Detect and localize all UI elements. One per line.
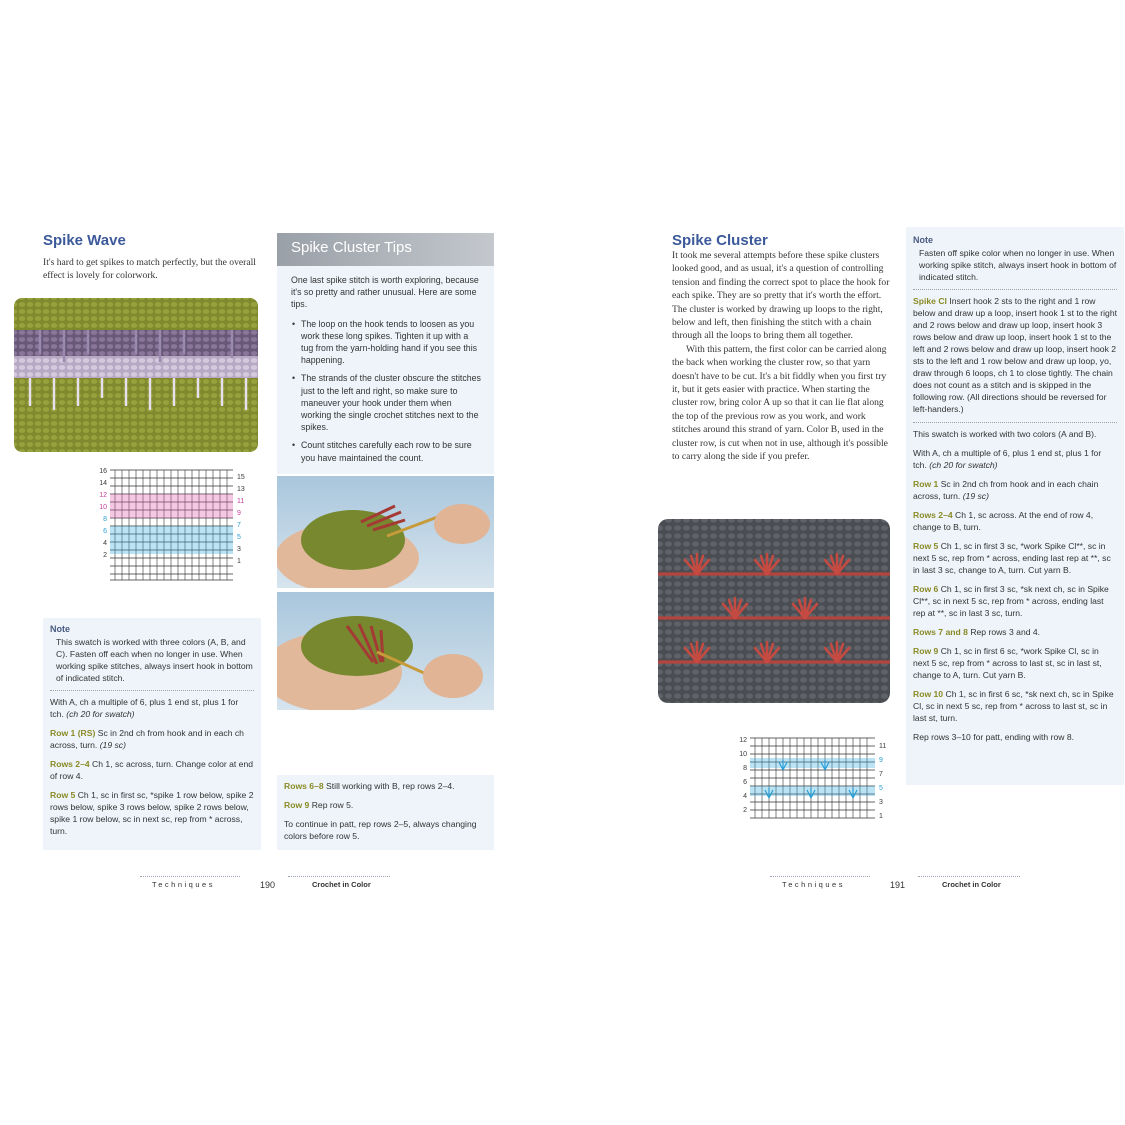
chart-row-label: 7 [237, 522, 241, 529]
row-italic: (19 sc) [99, 740, 126, 750]
chart-row-label: 5 [879, 785, 883, 792]
spike-wave-intro: It's hard to get spikes to match perfectly, but the overall effect is lovely for colorwork. [43, 257, 256, 282]
spike-cluster-chart-grid [735, 734, 895, 826]
continued-instructions-box [277, 775, 494, 850]
chart-row-label: 8 [743, 765, 747, 772]
chart-row-label: 6 [743, 779, 747, 786]
row-italic: (19 sc) [962, 491, 989, 501]
footer-book-title: Crochet in Color [312, 880, 371, 889]
spike-wave-note-box [43, 618, 261, 850]
chart-row-label: 15 [237, 474, 245, 481]
tips-box [277, 266, 494, 474]
row-label: Row 10 [913, 689, 944, 699]
note-title: Note [913, 235, 933, 245]
footer-page-number: 191 [890, 880, 906, 890]
chart-row-label: 9 [237, 510, 241, 517]
chart-row-label: 5 [237, 534, 241, 541]
spike-wave-chart [95, 466, 255, 586]
start-instruction: With A, ch a multiple of 6, plus 1 end st, plus 1 for tch. [913, 448, 1102, 470]
chart-row-label: 14 [99, 480, 107, 487]
spike-cluster-body [672, 249, 890, 464]
row-label: Row 5 [50, 790, 76, 800]
row-text: Ch 1, sc across. At the end of row 4, change to B, turn. [913, 510, 1094, 532]
right-page-footer [770, 876, 1020, 898]
start-italic: (ch 20 for swatch) [66, 709, 135, 719]
row-text: Rep row 5. [311, 800, 354, 810]
row-label: Rows 6–8 [284, 781, 324, 791]
chart-row-label: 2 [103, 552, 107, 559]
chart-row-label: 3 [237, 546, 241, 553]
footer-section: Techniques [152, 880, 215, 889]
chart-row-label: 12 [739, 737, 747, 744]
start-italic: (ch 20 for swatch) [929, 460, 998, 470]
left-page-footer [140, 876, 390, 898]
row-text: Sc in 2nd ch from hook and in each chain across, turn. [913, 479, 1099, 501]
footer-section: Techniques [782, 880, 845, 889]
start-instruction: With A, ch a multiple of 6, plus 1 end st, plus 1 for tch. [50, 697, 239, 719]
spike-cl-text: Insert hook 2 sts to the right and 1 row below and draw up a loop, insert hook 1 st to the right and 2 rows below and draw up loop, insert hook 3 rows below and draw up loop, insert hook 1 st to the left and 2 rows below and draw up loop, insert hook 2 sts to the left and 1 row below and draw up loop, yo, draw through 6 loops, ch 1 to close tightly. The chain does not count as a stitch and is skipped in the following row. (All directions should be reversed for left-handers.) [913, 296, 1117, 414]
chart-row-label: 16 [99, 468, 107, 475]
row-text: Ch 1, sc in first 3 sc, *sk next ch, sc in Spike Cl**, sc in next 5 sc, rep from * across, ending last rep at **, sc in last 3 sc, turn. [913, 584, 1109, 618]
tips-intro: One last spike stitch is worth exploring, because it's so pretty and rather unusual. Here are some tips. [291, 275, 479, 310]
note-text: Fasten off spike color when no longer in use. When working spike stitch, always insert hook in bottom of indicated stitch. [919, 248, 1117, 282]
row-label: Row 9 [284, 800, 310, 810]
spike-cluster-hands-photo [277, 476, 494, 710]
continue-pattern-text: To continue in patt, rep rows 2–5, always changing colors before row 5. [284, 819, 477, 841]
row-label: Row 9 [913, 646, 939, 656]
chart-row-label: 2 [743, 807, 747, 814]
chart-row-label: 13 [237, 486, 245, 493]
note-text: This swatch is worked with three colors (A, B, and C). Fasten off each when no longer in use. When working spike stitches, always insert hook in bottom of indicated stitch. [56, 637, 253, 683]
spike-wave-swatch-photo [10, 294, 262, 456]
row-text: Ch 1, sc in first 6 sc, *work Spike Cl, sc in next 5 sc, rep from * across to last st, sc in last st, change to A, turn. Cut yarn B. [913, 646, 1102, 680]
repeat-rows-text: Rep rows 3–10 for patt, ending with row 8. [913, 732, 1074, 742]
row-text: Ch 1, sc across, turn. Change color at end of row 4. [50, 759, 254, 781]
row-text: Rep rows 3 and 4. [970, 627, 1041, 637]
chart-row-label: 1 [879, 813, 883, 820]
footer-page-number: 190 [260, 880, 276, 890]
chart-row-label: 12 [99, 492, 107, 499]
body-paragraph: With this pattern, the first color can be carried along the back when working the cluster row, so that yarn doesn't have to be cut. It's a bit fiddly when you first try it, but it gets easier with practice. When starting the cluster row, bring color A up so that it can lie flat along the top of the previous row as you work, and work stitches around this strand of yarn. Color B, used in the cluster row, is cut when not in use, although it's possible to carry along the side if you prefer. [672, 343, 888, 463]
chart-row-label: 7 [879, 771, 883, 778]
note-title: Note [50, 624, 70, 634]
spike-cl-label: Spike Cl [913, 296, 947, 306]
footer-book-title: Crochet in Color [942, 880, 1001, 889]
row-label: Row 1 [913, 479, 939, 489]
row-text: Still working with B, rep rows 2–4. [326, 781, 455, 791]
spike-cluster-heading: Spike Cluster [672, 232, 768, 249]
chart-row-label: 4 [103, 540, 107, 547]
row-label: Row 1 (RS) [50, 728, 96, 738]
spike-cluster-swatch-photo [655, 516, 893, 706]
tip-item: • Count stitches carefully each row to be sure you have maintained the count. [301, 439, 482, 463]
chart-row-label: 9 [879, 757, 883, 764]
chart-row-label: 10 [99, 504, 107, 511]
row-label: Rows 2–4 [913, 510, 953, 520]
row-text: Sc in 2nd ch from hook and in each ch across, turn. [50, 728, 244, 750]
body-paragraph: It took me several attempts before these spike clusters looked good, and as usual, it's a question of controlling tension and finding the correct spot to place the hook for each spike. They are so pretty that it's worth the effort. The cluster is worked by drawing up loops to the right, below and left, then finishing the stitch with a chain through all the loops to bring them all together. [672, 250, 890, 342]
chart-row-label: 11 [237, 498, 245, 505]
chart-row-label: 8 [103, 516, 107, 523]
tip-item: • The strands of the cluster obscure the stitches just to the left and right, so make sure to maneuver your hook under them when working the single crochet stitches next to the spikes. [301, 372, 482, 433]
row-text: Ch 1, sc in first 6 sc, *sk next ch, sc in Spike Cl, sc in next 5 sc, rep from * across to last st, sc in last st, turn. [913, 689, 1114, 723]
chart-row-label: 10 [739, 751, 747, 758]
row-label: Rows 7 and 8 [913, 627, 968, 637]
spike-cluster-tips-banner: Spike Cluster Tips [277, 233, 494, 266]
row-text: Ch 1, sc in first sc, *spike 1 row below, spike 2 rows below, spike 3 rows below, spike 2 rows below, spike 1 row below, sc in next sc, rep from * across, turn. [50, 790, 254, 836]
chart-row-label: 1 [237, 558, 241, 565]
chart-row-label: 6 [103, 528, 107, 535]
colors-text: This swatch is worked with two colors (A and B). [913, 429, 1097, 439]
row-label: Row 5 [913, 541, 939, 551]
chart-row-label: 3 [879, 799, 883, 806]
chart-row-label: 11 [879, 743, 887, 750]
row-text: Ch 1, sc in first 3 sc, *work Spike Cl**, sc in next 5 sc, rep from * across, ending last rep at **, sc in last 3 sc, change to A, turn. Cut yarn B. [913, 541, 1111, 575]
spike-wave-heading: Spike Wave [43, 232, 126, 249]
tip-item: • The loop on the hook tends to loosen as you work these long spikes. Tighten it up with a tug from the yarn-holding hand if you see this happening. [301, 318, 482, 367]
row-label: Row 6 [913, 584, 939, 594]
row-label: Rows 2–4 [50, 759, 90, 769]
chart-row-label: 4 [743, 793, 747, 800]
spike-wave-chart-grid [95, 466, 255, 586]
spike-cluster-chart [735, 734, 895, 826]
spike-cluster-note-box [906, 227, 1124, 785]
